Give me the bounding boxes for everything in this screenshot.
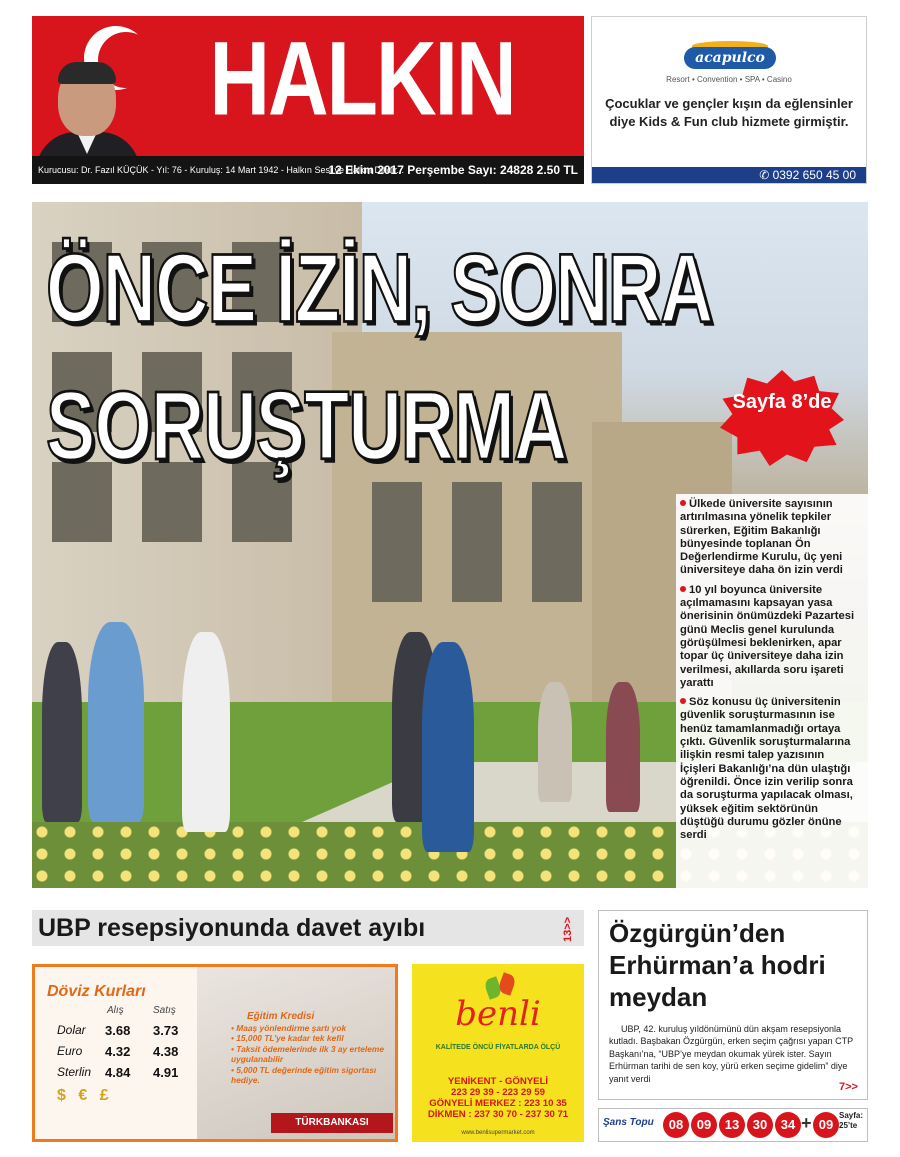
student-figure [538, 682, 572, 802]
student-figure [88, 622, 144, 822]
currency-coins-icon: $ € £ [57, 1087, 113, 1104]
benli-branch: DİKMEN : 237 30 70 - 237 30 71 [427, 1109, 569, 1120]
student-figure [42, 642, 82, 822]
benli-logo: benli [455, 994, 541, 1034]
bullet-item: Söz konusu üç üniversitenin güvenlik soruşturmasının ise henüz tamamlanmadığı ortaya çıktı. Güvenlik soruşturmalarına ilişkin resmi talep yazısının İçişleri Bakanlığı’na dün ulaştığı öğrenildi. Önce izin verilip sonra da soruşturma yapılacak olması, yüksek eğitim sektörünün düştüğü durumu gözler önüne serdi [680, 696, 853, 842]
ozgurgun-headline[interactable]: Özgürgün’den Erhürman’a hodri meydan [609, 918, 826, 1012]
acapulco-logo: acapulco [684, 47, 776, 69]
acapulco-ad[interactable] [591, 16, 867, 184]
ubp-page-ref[interactable]: 13>> [562, 916, 574, 942]
founder-portrait [32, 56, 144, 156]
ozgurgun-story[interactable] [598, 910, 868, 1100]
lotto-ball: 08 [663, 1112, 689, 1138]
loan-item: • Maaş yönlendirme şartı yok [231, 1023, 347, 1033]
turkbank-ad[interactable] [32, 964, 398, 1142]
currency-col-buy: Alış [107, 1005, 124, 1016]
sans-topu-logo: Şans Topu [603, 1117, 654, 1128]
currency-name: Dolar [57, 1023, 86, 1037]
student-figure [422, 642, 474, 852]
acapulco-ad-text: Çocuklar ve gençler kışın da eğlensinler diye Kids & Fun club hizmete girmiştir. [605, 96, 853, 129]
ubp-headline[interactable]: UBP resepsiyonunda davet ayıbı [38, 914, 426, 942]
lotto-ball: 13 [719, 1112, 745, 1138]
acapulco-tagline: Resort • Convention • SPA • Casino [666, 75, 792, 84]
lead-story[interactable] [32, 202, 868, 888]
benli-slogan: KALİTEDE ÖNCÜ FİYATLARDA ÖLÇÜ [435, 1044, 561, 1051]
acapulco-phone: ✆ 0392 650 45 00 [592, 167, 866, 183]
currency-sell: 4.38 [153, 1044, 179, 1059]
founder-line: Kurucusu: Dr. Fazıl KÜÇÜK - Yıl: 76 - Kuruluş: 14 Mart 1942 - Halkın Sesi ve Halkın Dilidir... [38, 165, 404, 175]
masthead-info-bar [32, 156, 584, 184]
loan-item: • 5,000 TL değerinde eğitim sigortası hediye. [231, 1064, 377, 1086]
currency-buy: 4.32 [105, 1044, 131, 1059]
page-ref-label[interactable]: Sayfa 8’de [732, 391, 832, 413]
ubp-story-bar[interactable] [32, 910, 584, 946]
bullet-dot-icon [680, 500, 686, 506]
currency-col-sell: Satış [153, 1005, 176, 1016]
ozgurgun-body: UBP, 42. kuruluş yıldönümünü dün akşam resepsiyonla kutladı. Başbakan Özgürgün, erken seçim çağrısı yapan CTP Başkanı’na, “UBP’ye meydan okumak yürek ister. Sayın Erhürman tarihi de sen koy, yürü erken seçime gidelim” diye yanıt verdi [609, 1024, 853, 1084]
student-figure [182, 632, 230, 832]
lotto-page-ref[interactable]: Sayfa: 25’te [839, 1111, 864, 1130]
loan-list [231, 1023, 395, 1085]
bullet-item: Ülkede üniversite sayısının artırılmasına yönelik tepkiler sürerken, Eğitim Bakanlığı bünyesinde toplanan Ön Değerlendirme Kurulu, üç yeni üniversiteye daha ön izin verdi [680, 498, 843, 577]
bullet-dot-icon [680, 586, 686, 592]
currency-title: Döviz Kurları [47, 983, 146, 1000]
loan-title: Eğitim Kredisi [247, 1011, 315, 1022]
ozgurgun-page-ref[interactable]: 7>> [839, 1081, 858, 1093]
benli-contacts [412, 1076, 584, 1120]
loan-item: • Taksit ödemelerinde ilk 3 ay erteleme uygulanabilir [231, 1043, 384, 1065]
loan-item: • 15,000 TL’ye kadar tek kefil [231, 1033, 344, 1044]
lotto-bonus-ball: 09 [813, 1112, 839, 1138]
lotto-ball: 34 [775, 1112, 801, 1138]
benli-branch: GÖNYELİ MERKEZ : 223 10 35 [429, 1098, 567, 1109]
bullet-item: 10 yıl boyunca üniversite açılmamasını kapsayan yasa önerisinin önümüzdeki Pazartesi günü Meclis genel kurulunda görüşülmesi beklenirken, apar topar üç üniversiteye daha izin verilmesi, akıllarda soru işareti yarattı [680, 583, 855, 689]
currency-sell: 3.73 [153, 1023, 179, 1038]
benli-ad[interactable] [412, 964, 584, 1142]
lead-bullets [676, 494, 868, 888]
newspaper-title[interactable]: HALKIN [209, 19, 515, 137]
benli-website: www.benlisupermarket.com [461, 1130, 535, 1136]
sans-topu-results[interactable] [598, 1108, 868, 1142]
currency-buy: 3.68 [105, 1023, 131, 1038]
issue-line: 12 Ekim 2017 Perşembe Sayı: 24828 2.50 TL [328, 163, 578, 177]
turkbank-logo: TÜRKBANKASI [271, 1113, 393, 1133]
currency-name: Euro [57, 1044, 83, 1058]
lotto-ball: 09 [691, 1112, 717, 1138]
bullet-dot-icon [680, 698, 686, 704]
plus-icon: + [801, 1113, 812, 1133]
benli-branch: YENİKENT - GÖNYELİ [447, 1076, 549, 1087]
lotto-ball: 30 [747, 1112, 773, 1138]
currency-buy: 4.84 [105, 1065, 131, 1080]
benli-phones: 223 29 39 - 223 29 59 [451, 1087, 545, 1098]
student-figure [606, 682, 640, 812]
masthead [32, 16, 584, 156]
lead-headline[interactable]: ÖNCE İZİN, SONRA SORUŞTURMA [46, 233, 710, 481]
currency-name: Sterlin [57, 1065, 92, 1079]
currency-sell: 4.91 [153, 1065, 179, 1080]
